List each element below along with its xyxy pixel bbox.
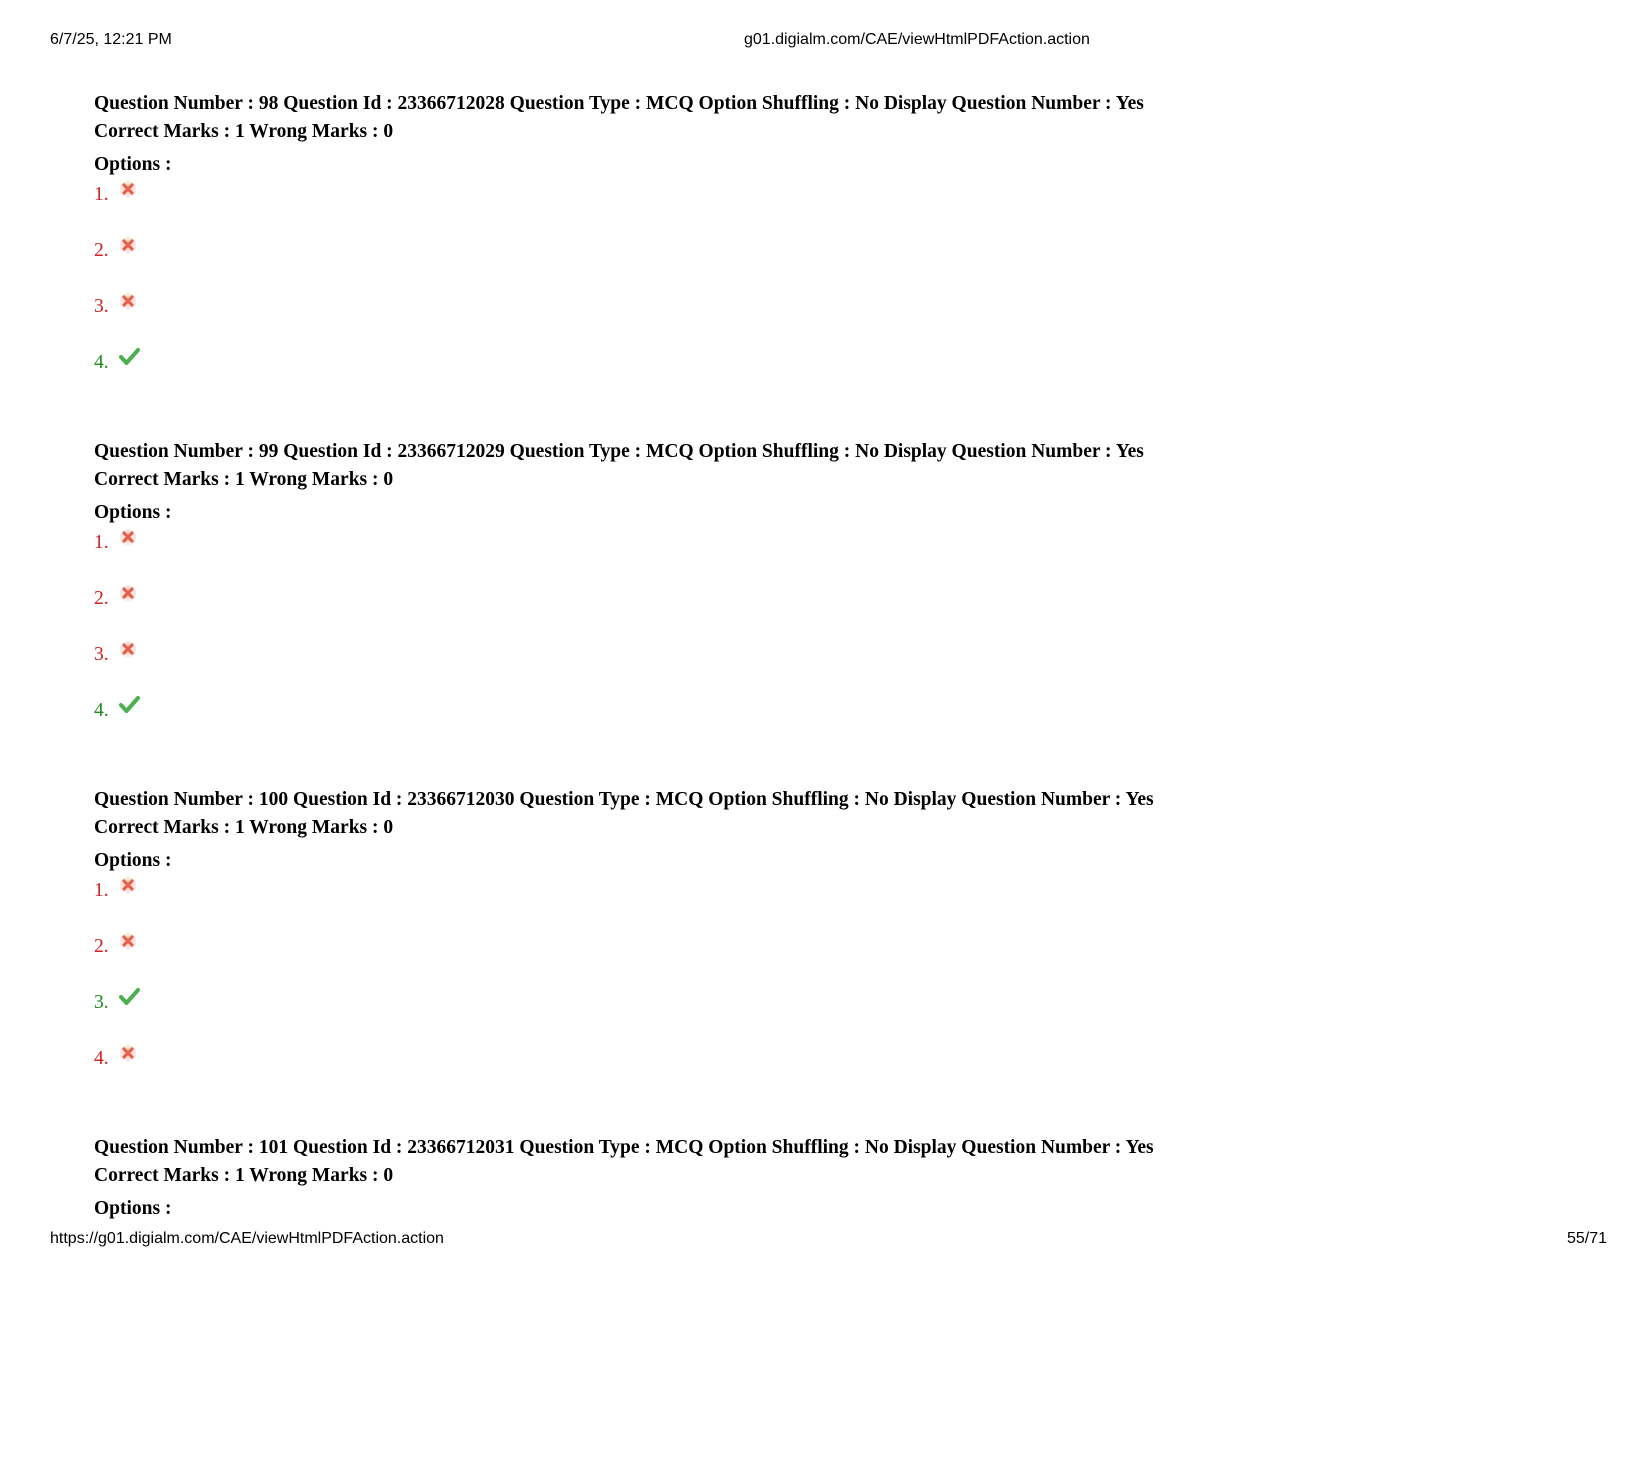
wrong-cross-icon — [118, 1043, 138, 1063]
option-number: 4. — [94, 700, 109, 721]
question-marks: Correct Marks : 1 Wrong Marks : 0 — [94, 817, 394, 838]
question-marks: Correct Marks : 1 Wrong Marks : 0 — [94, 469, 394, 490]
option-number: 3. — [94, 644, 109, 665]
option-item — [94, 527, 1494, 583]
question-block — [94, 786, 1494, 1134]
option-number: 2. — [94, 936, 109, 957]
correct-check-icon — [118, 987, 138, 1007]
wrong-cross-icon — [118, 179, 138, 199]
question-marks: Correct Marks : 1 Wrong Marks : 0 — [94, 121, 394, 142]
option-item — [94, 931, 1494, 987]
option-item — [94, 695, 1494, 751]
question-meta: Question Number : 100 Question Id : 23366712030 Question Type : MCQ Option Shuffling : No Display Question Number : Yes — [94, 789, 1154, 810]
option-item — [94, 347, 1494, 403]
option-number: 3. — [94, 296, 109, 317]
option-item — [94, 235, 1494, 291]
option-number: 1. — [94, 184, 109, 205]
print-datetime: 6/7/25, 12:21 PM — [50, 31, 172, 48]
options-label: Options : — [94, 850, 172, 871]
correct-check-icon — [118, 695, 138, 715]
option-item — [94, 179, 1494, 235]
option-number: 1. — [94, 532, 109, 553]
option-item — [94, 1043, 1494, 1099]
options-label: Options : — [94, 502, 172, 523]
question-block — [94, 90, 1494, 438]
page-number: 55/71 — [1566, 1230, 1607, 1247]
options-label: Options : — [94, 1198, 172, 1219]
option-number: 4. — [94, 352, 109, 373]
option-item — [94, 987, 1494, 1043]
question-block — [94, 1134, 1494, 1482]
wrong-cross-icon — [118, 583, 138, 603]
question-meta: Question Number : 99 Question Id : 23366712029 Question Type : MCQ Option Shuffling : No Display Question Number : Yes — [94, 441, 1144, 462]
option-number: 4. — [94, 1048, 109, 1069]
wrong-cross-icon — [118, 875, 138, 895]
wrong-cross-icon — [118, 639, 138, 659]
option-number: 2. — [94, 588, 109, 609]
correct-check-icon — [118, 347, 138, 367]
option-item — [94, 291, 1494, 347]
option-number: 2. — [94, 240, 109, 261]
question-block — [94, 438, 1494, 786]
question-meta: Question Number : 101 Question Id : 23366712031 Question Type : MCQ Option Shuffling : No Display Question Number : Yes — [94, 1137, 1154, 1158]
option-item — [94, 639, 1494, 695]
wrong-cross-icon — [118, 527, 138, 547]
question-marks: Correct Marks : 1 Wrong Marks : 0 — [94, 1165, 394, 1186]
option-item — [94, 583, 1494, 639]
wrong-cross-icon — [118, 931, 138, 951]
question-meta: Question Number : 98 Question Id : 23366712028 Question Type : MCQ Option Shuffling : No Display Question Number : Yes — [94, 93, 1144, 114]
option-number: 3. — [94, 992, 109, 1013]
print-url-footer: https://g01.digialm.com/CAE/viewHtmlPDFAction.action — [50, 1230, 444, 1247]
options-label: Options : — [94, 154, 172, 175]
print-url-header: g01.digialm.com/CAE/viewHtmlPDFAction.action — [744, 31, 1090, 48]
wrong-cross-icon — [118, 235, 138, 255]
option-number: 1. — [94, 880, 109, 901]
wrong-cross-icon — [118, 291, 138, 311]
question-list — [94, 90, 1494, 1482]
option-item — [94, 875, 1494, 931]
